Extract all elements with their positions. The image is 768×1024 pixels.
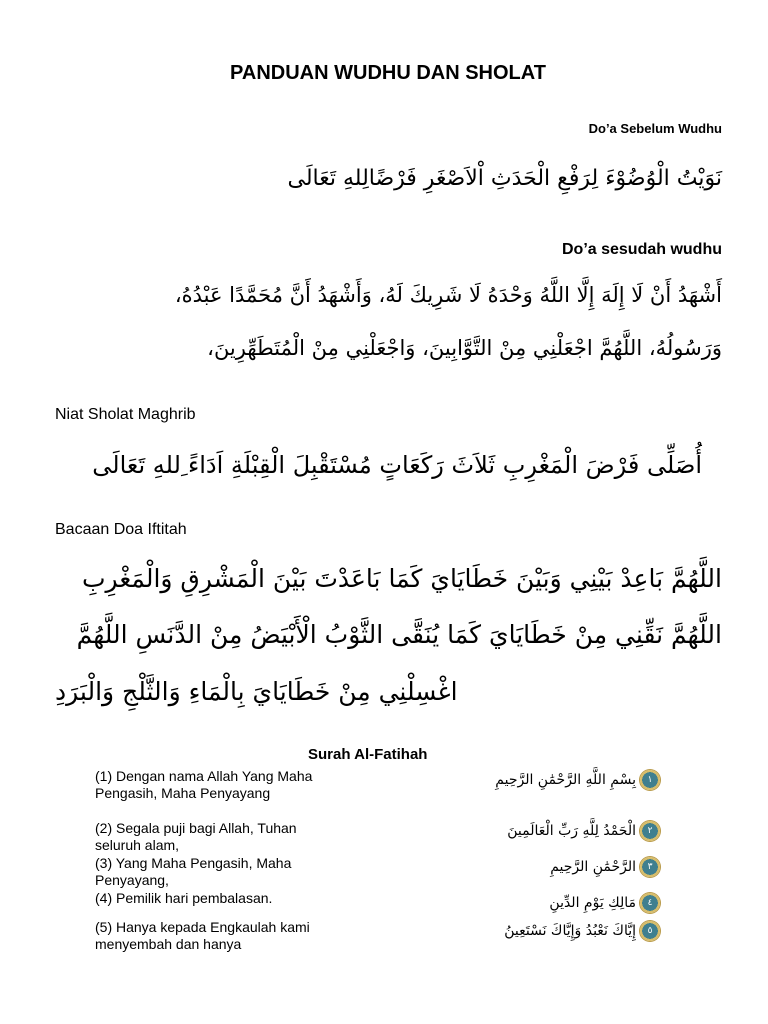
fatihah-ayah-2	[507, 818, 660, 844]
fatihah-translation-3: (3) Yang Maha Pengasih, Maha Penyayang,	[95, 855, 292, 888]
fatihah-ayah-3	[550, 854, 660, 880]
iftitah-arabic-line1: اللَّهُمَّ بَاعِدْ بَيْنِي وَبَيْنَ خَطَايَايَ كَمَا بَاعَدْتَ بَيْنَ الْمَشْرِقِ وَالْمَغْرِبِ	[82, 564, 722, 593]
fatihah-translation-5: (5) Hanya kepada Engkaulah kami menyembah dan hanya	[95, 919, 310, 952]
ayah-text: إِيَّاكَ نَعْبُدُ وَإِيَّاكَ نَسْتَعِينُ	[504, 923, 636, 939]
ayah-number-icon: ٤	[640, 893, 660, 913]
ayah-number-icon: ٣	[640, 857, 660, 877]
fatihah-ayah-4	[549, 890, 660, 916]
ayah-text: الْحَمْدُ لِلَّهِ رَبِّ الْعَالَمِينَ	[507, 823, 636, 839]
ayah-number-icon: ١	[640, 770, 660, 790]
page-title: PANDUAN WUDHU DAN SHOLAT	[230, 62, 546, 84]
iftitah-label: Bacaan Doa Iftitah	[55, 521, 187, 538]
ayah-text: بِسْمِ اللَّهِ الرَّحْمَٰنِ الرَّحِيمِ	[495, 772, 636, 788]
before-wudhu-heading: Do’a Sebelum Wudhu	[588, 121, 722, 136]
fatihah-ayah-5	[504, 918, 660, 944]
before-wudhu-arabic: نَوَيْتُ الْوُضُوْءَ لِرَفْعِ الْحَدَثِ اْلاَصْغَرِ فَرْضًالِلهِ تَعَالَى	[287, 166, 722, 191]
fatihah-translation-2: (2) Segala puji bagi Allah, Tuhan seluruh alam,	[95, 820, 297, 853]
ayah-number-icon: ٢	[640, 821, 660, 841]
after-wudhu-heading: Do’a sesudah wudhu	[561, 241, 722, 258]
fatihah-title: Surah Al-Fatihah	[308, 746, 428, 763]
ayah-text: الرَّحْمَٰنِ الرَّحِيمِ	[550, 859, 636, 875]
iftitah-arabic-line3: اغْسِلْنِي مِنْ خَطَايَايَ بِالْمَاءِ وَالثَّلْجِ وَالْبَرَدِ	[55, 677, 458, 706]
niat-maghrib-arabic: أُصَلِّى فَرْضَ الْمَغْرِبِ ثَلاَثَ رَكَعَاتٍ مُسْتَقْبِلَ الْقِبْلَةِ اَدَاءً ِللهِ تَعَالَى	[92, 451, 702, 479]
fatihah-ayah-1	[495, 767, 660, 793]
fatihah-translation-1: (1) Dengan nama Allah Yang Maha Pengasih, Maha Penyayang	[95, 768, 313, 801]
after-wudhu-arabic-line1: أَشْهَدُ أَنْ لَا إِلَهَ إِلَّا اللَّهُ وَحْدَهُ لَا شَرِيكَ لَهُ، وَأَشْهَدُ أَنَّ مُحَمَّدًا عَبْدُهُ،	[174, 283, 722, 307]
ayah-number-icon: ٥	[640, 921, 660, 941]
after-wudhu-arabic-line2: وَرَسُولُهُ، اللَّهُمَّ اجْعَلْنِي مِنْ التَّوَّابِينَ، وَاجْعَلْنِي مِنْ الْمُتَطَهِّرِينَ،	[207, 336, 722, 360]
iftitah-arabic-line2: اللَّهُمَّ نَقِّنِي مِنْ خَطَايَايَ كَمَا يُنَقَّى الثَّوْبُ الْأَبْيَضُ مِنْ الدَّنَسِ اللَّهُمَّ	[76, 620, 722, 649]
niat-maghrib-label: Niat Sholat Maghrib	[55, 406, 196, 423]
ayah-text: مَالِكِ يَوْمِ الدِّينِ	[549, 895, 636, 911]
fatihah-translation-4: (4) Pemilik hari pembalasan.	[95, 890, 273, 906]
